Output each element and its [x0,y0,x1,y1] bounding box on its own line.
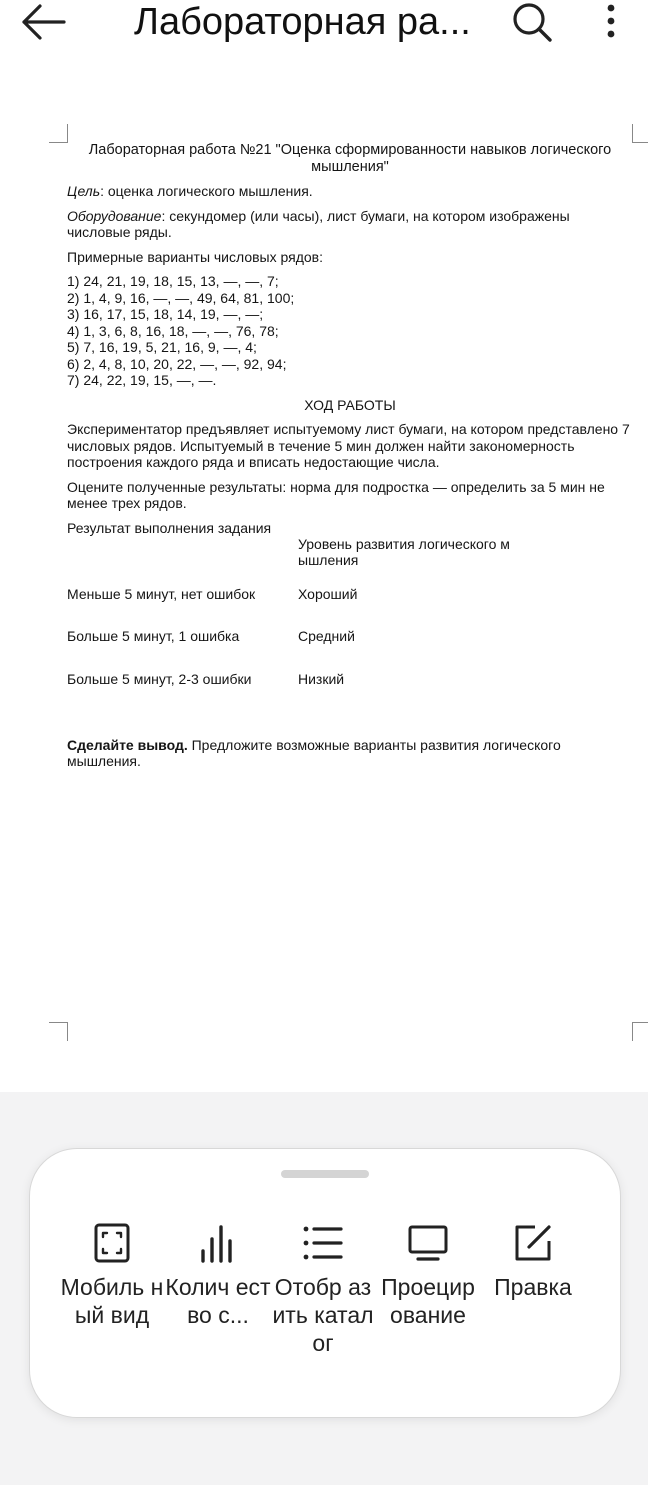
table-cell-level: Средний [298,627,355,644]
edit-button[interactable] [479,1223,587,1301]
series-item: 3) 16, 17, 15, 18, 14, 19, —, —; [67,306,264,322]
projection-icon [408,1223,448,1263]
table-cell-result: Больше 5 минут, 2-3 ошибки [67,670,252,687]
document-heading: Лабораторная работа №21 "Оценка сформированности навыков логического мышления" [88,142,612,175]
projection-button[interactable] [374,1223,482,1329]
show-catalog-button[interactable] [269,1223,377,1357]
document-title: Лабораторная ра... [134,1,471,43]
top-app-bar [0,0,648,48]
edit-icon [513,1223,553,1263]
goal-paragraph [67,183,633,200]
table-row [67,665,633,737]
word-count-button[interactable] [164,1223,272,1329]
procedure-paragraph: Экспериментатор предъявляет испытуемому лист бумаги, на котором представлено 7 числовых рядов. Испытуемый в течение 5 мин должен найти закономерность построения каждого ряда и вписать недостающие числа. [67,421,630,470]
mobile-view-label: Мобиль ный вид [60,1274,164,1328]
search-icon[interactable] [510,0,554,44]
table-header-result: Результат выполнения задания [67,519,272,536]
table-row [67,580,633,622]
conclusion-paragraph [67,737,633,770]
results-table [67,520,633,737]
conclusion-bold: Сделайте вывод. [67,736,188,753]
table-header-row [67,520,633,580]
page-corner-mark [49,1022,68,1041]
table-cell-result: Больше 5 минут, 1 ошибка [67,627,240,644]
goal-text: : оценка логического мышления. [100,183,313,199]
table-cell-level: Низкий [298,670,345,687]
catalog-list-icon [303,1223,343,1263]
word-count-icon [198,1223,238,1263]
sheet-drag-handle[interactable] [281,1170,369,1178]
goal-label: Цель [67,183,101,199]
conclusion-text: Предложите возможные варианты развития логического мышления. [67,736,561,769]
series-item: 6) 2, 4, 8, 10, 20, 22, —, —, 92, 94; [67,355,287,372]
document-page [67,142,633,778]
equipment-text: : секундомер (или часы), лист бумаги, на котором изображены числовые ряды. [67,207,570,240]
series-item: 2) 1, 4, 9, 16, —, —, 49, 64, 81, 100; [67,289,295,306]
series-item: 4) 1, 3, 6, 8, 16, 18, —, —, 76, 78; [67,322,279,339]
projection-label: Проецир ование [381,1274,475,1328]
evaluation-paragraph: Оцените полученные результаты: норма для подростка — определить за 5 мин не менее трех рядов. [67,478,605,511]
word-count-label: Колич ество с... [165,1274,271,1328]
series-item: 1) 24, 21, 19, 18, 15, 13, —, —, 7; [67,273,279,289]
page-corner-mark [632,1022,648,1041]
procedure-heading: ХОД РАБОТЫ [304,396,396,413]
bottom-sheet [29,1148,621,1418]
table-header-level: Уровень развития логического м ышления [298,535,510,568]
edit-label: Правка [494,1274,572,1300]
series-item: 5) 7, 16, 19, 5, 21, 16, 9, —, 4; [67,339,257,355]
series-intro: Примерные варианты числовых рядов: [67,248,323,265]
page-corner-mark [49,124,68,143]
series-list [67,273,633,389]
page-corner-mark [632,124,648,143]
table-row [67,622,633,665]
series-item: 7) 24, 22, 19, 15, —, —. [67,372,217,388]
mobile-view-icon [92,1223,132,1263]
more-vert-icon[interactable] [596,2,626,42]
equipment-paragraph [67,208,633,241]
mobile-view-button[interactable] [58,1223,166,1329]
show-catalog-label: Отобр азить каталог [272,1274,374,1356]
back-arrow-icon[interactable] [18,2,68,42]
equipment-label: Оборудование [67,207,162,224]
table-cell-level: Хороший [298,585,358,602]
table-cell-result: Меньше 5 минут, нет ошибок [67,585,256,602]
